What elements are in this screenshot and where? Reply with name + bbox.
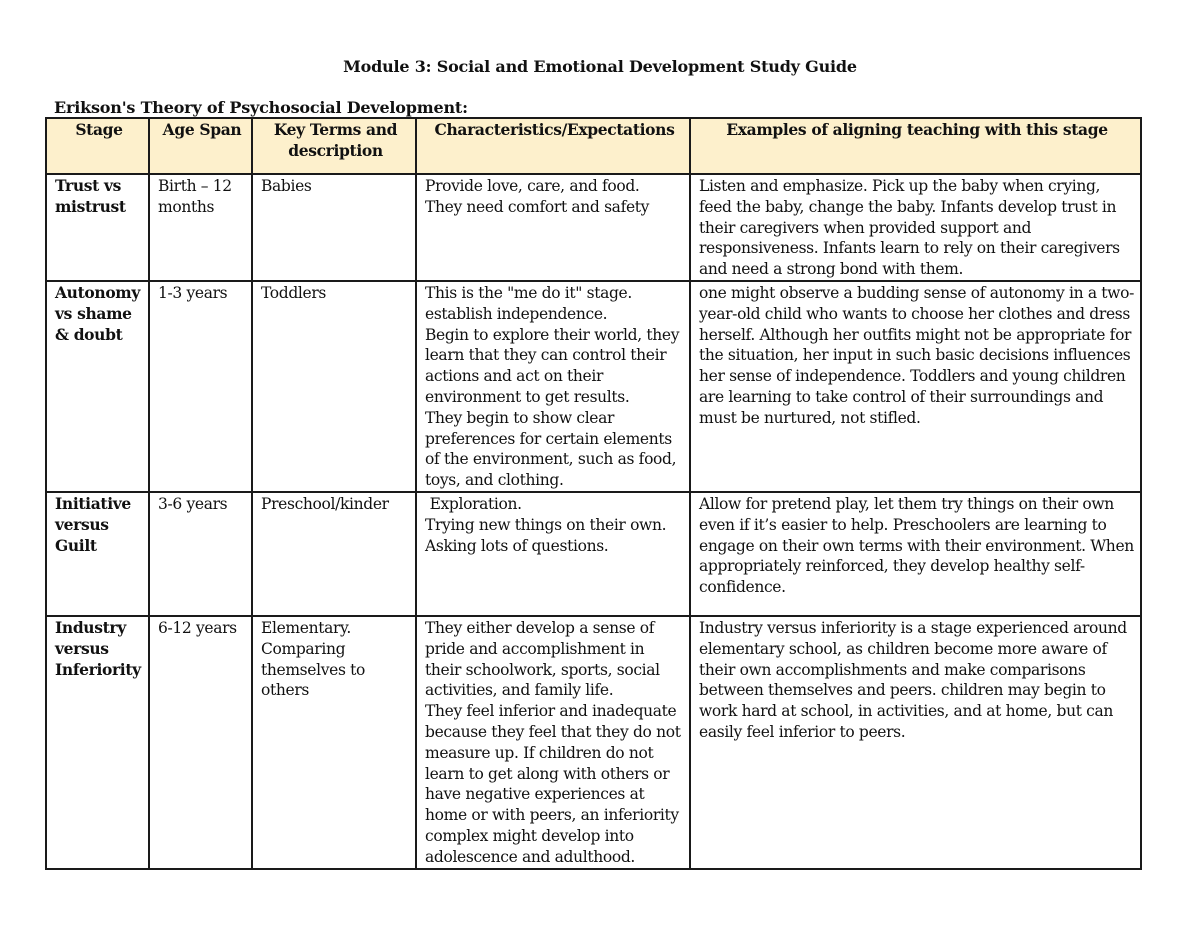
characteristics-line: They either develop a sense of pride and accomplishment in their schoolwork, sports, social activities, and family life. [425,618,660,700]
examples-cell: Industry versus inferiority is a stage experienced around elementary school, as children become more aware of their own accomplishments and make comparisons between themselves and peers. children may begin to work hard at school, in activities, and at home, but can easily feel inferior to peers. [690,616,1141,869]
header-characteristics: Characteristics/Expectations [416,118,690,174]
characteristics-line: They feel inferior and inadequate because they feel that they do not measure up. If children do not learn to get along with others or have negative experiences at home or with peers, an inferiority complex might develop into adolescence and adulthood. [425,702,681,866]
characteristics-line: This is the "me do it" stage. [425,283,632,302]
characteristics-line: Asking lots of questions. [425,536,609,555]
table-row [46,616,1141,869]
examples-cell: one might observe a budding sense of autonomy in a two-year-old child who wants to choose her clothes and dress herself. Although her outfits might not be appropriate for the situation, her input in such basic decisions influences her sense of independence. Toddlers and young children are learning to take control of their surroundings and must be nurtured, not stifled. [690,281,1141,492]
document-title: Module 3: Social and Emotional Development Study Guide [343,57,857,76]
characteristics-line: Trying new things on their own. [425,515,667,534]
stage-cell: Initiative versus Guilt [46,492,149,616]
characteristics-line: They need comfort and safety [425,197,650,216]
table-row [46,492,1141,616]
characteristics-cell [416,174,690,281]
characteristics-line: Exploration. [425,494,522,513]
stage-cell: Trust vs mistrust [46,174,149,281]
key-terms-cell: Babies [252,174,416,281]
characteristics-line: Begin to explore their world, they learn that they can control their actions and act on their environment to get results. [425,325,680,406]
age-span-cell: Birth – 12 months [149,174,252,281]
table-row [46,281,1141,492]
table-row [46,174,1141,281]
header-key-terms: Key Terms and description [252,118,416,174]
characteristics-cell [416,281,690,492]
stage-cell: Industry versus Inferiority [46,616,149,869]
section-heading: Erikson's Theory of Psychosocial Development: [54,98,468,117]
age-span-cell: 3-6 years [149,492,252,616]
examples-cell: Listen and emphasize. Pick up the baby when crying, feed the baby, change the baby. Infants develop trust in their caregivers when provided support and responsiveness. Infants learn to rely on their caregivers and need a strong bond with them. [690,174,1141,281]
characteristics-line: Provide love, care, and food. [425,177,640,195]
erikson-stages-table [45,117,1142,870]
examples-cell: Allow for pretend play, let them try things on their own even if it’s easier to help. Preschoolers are learning to engage on their own terms with their environment. When appropriately reinforced, they develop healthy self-confidence. [690,492,1141,616]
key-terms-cell: Preschool/kinder [252,492,416,616]
age-span-cell: 1-3 years [149,281,252,492]
key-terms-cell: Elementary. Comparing themselves to others [252,616,416,869]
key-terms-cell: Toddlers [252,281,416,492]
stage-cell: Autonomy vs shame & doubt [46,281,149,492]
characteristics-cell [416,492,690,616]
table-header-row [46,118,1141,174]
header-age-span: Age Span [149,118,252,174]
header-stage: Stage [46,118,149,174]
characteristics-line: They begin to show clear preferences for certain elements of the environment, such as food, toys, and clothing. [425,408,677,490]
characteristics-cell [416,616,690,869]
characteristics-line: establish independence. [425,304,608,323]
age-span-cell: 6-12 years [149,616,252,869]
header-examples: Examples of aligning teaching with this stage [690,118,1141,174]
